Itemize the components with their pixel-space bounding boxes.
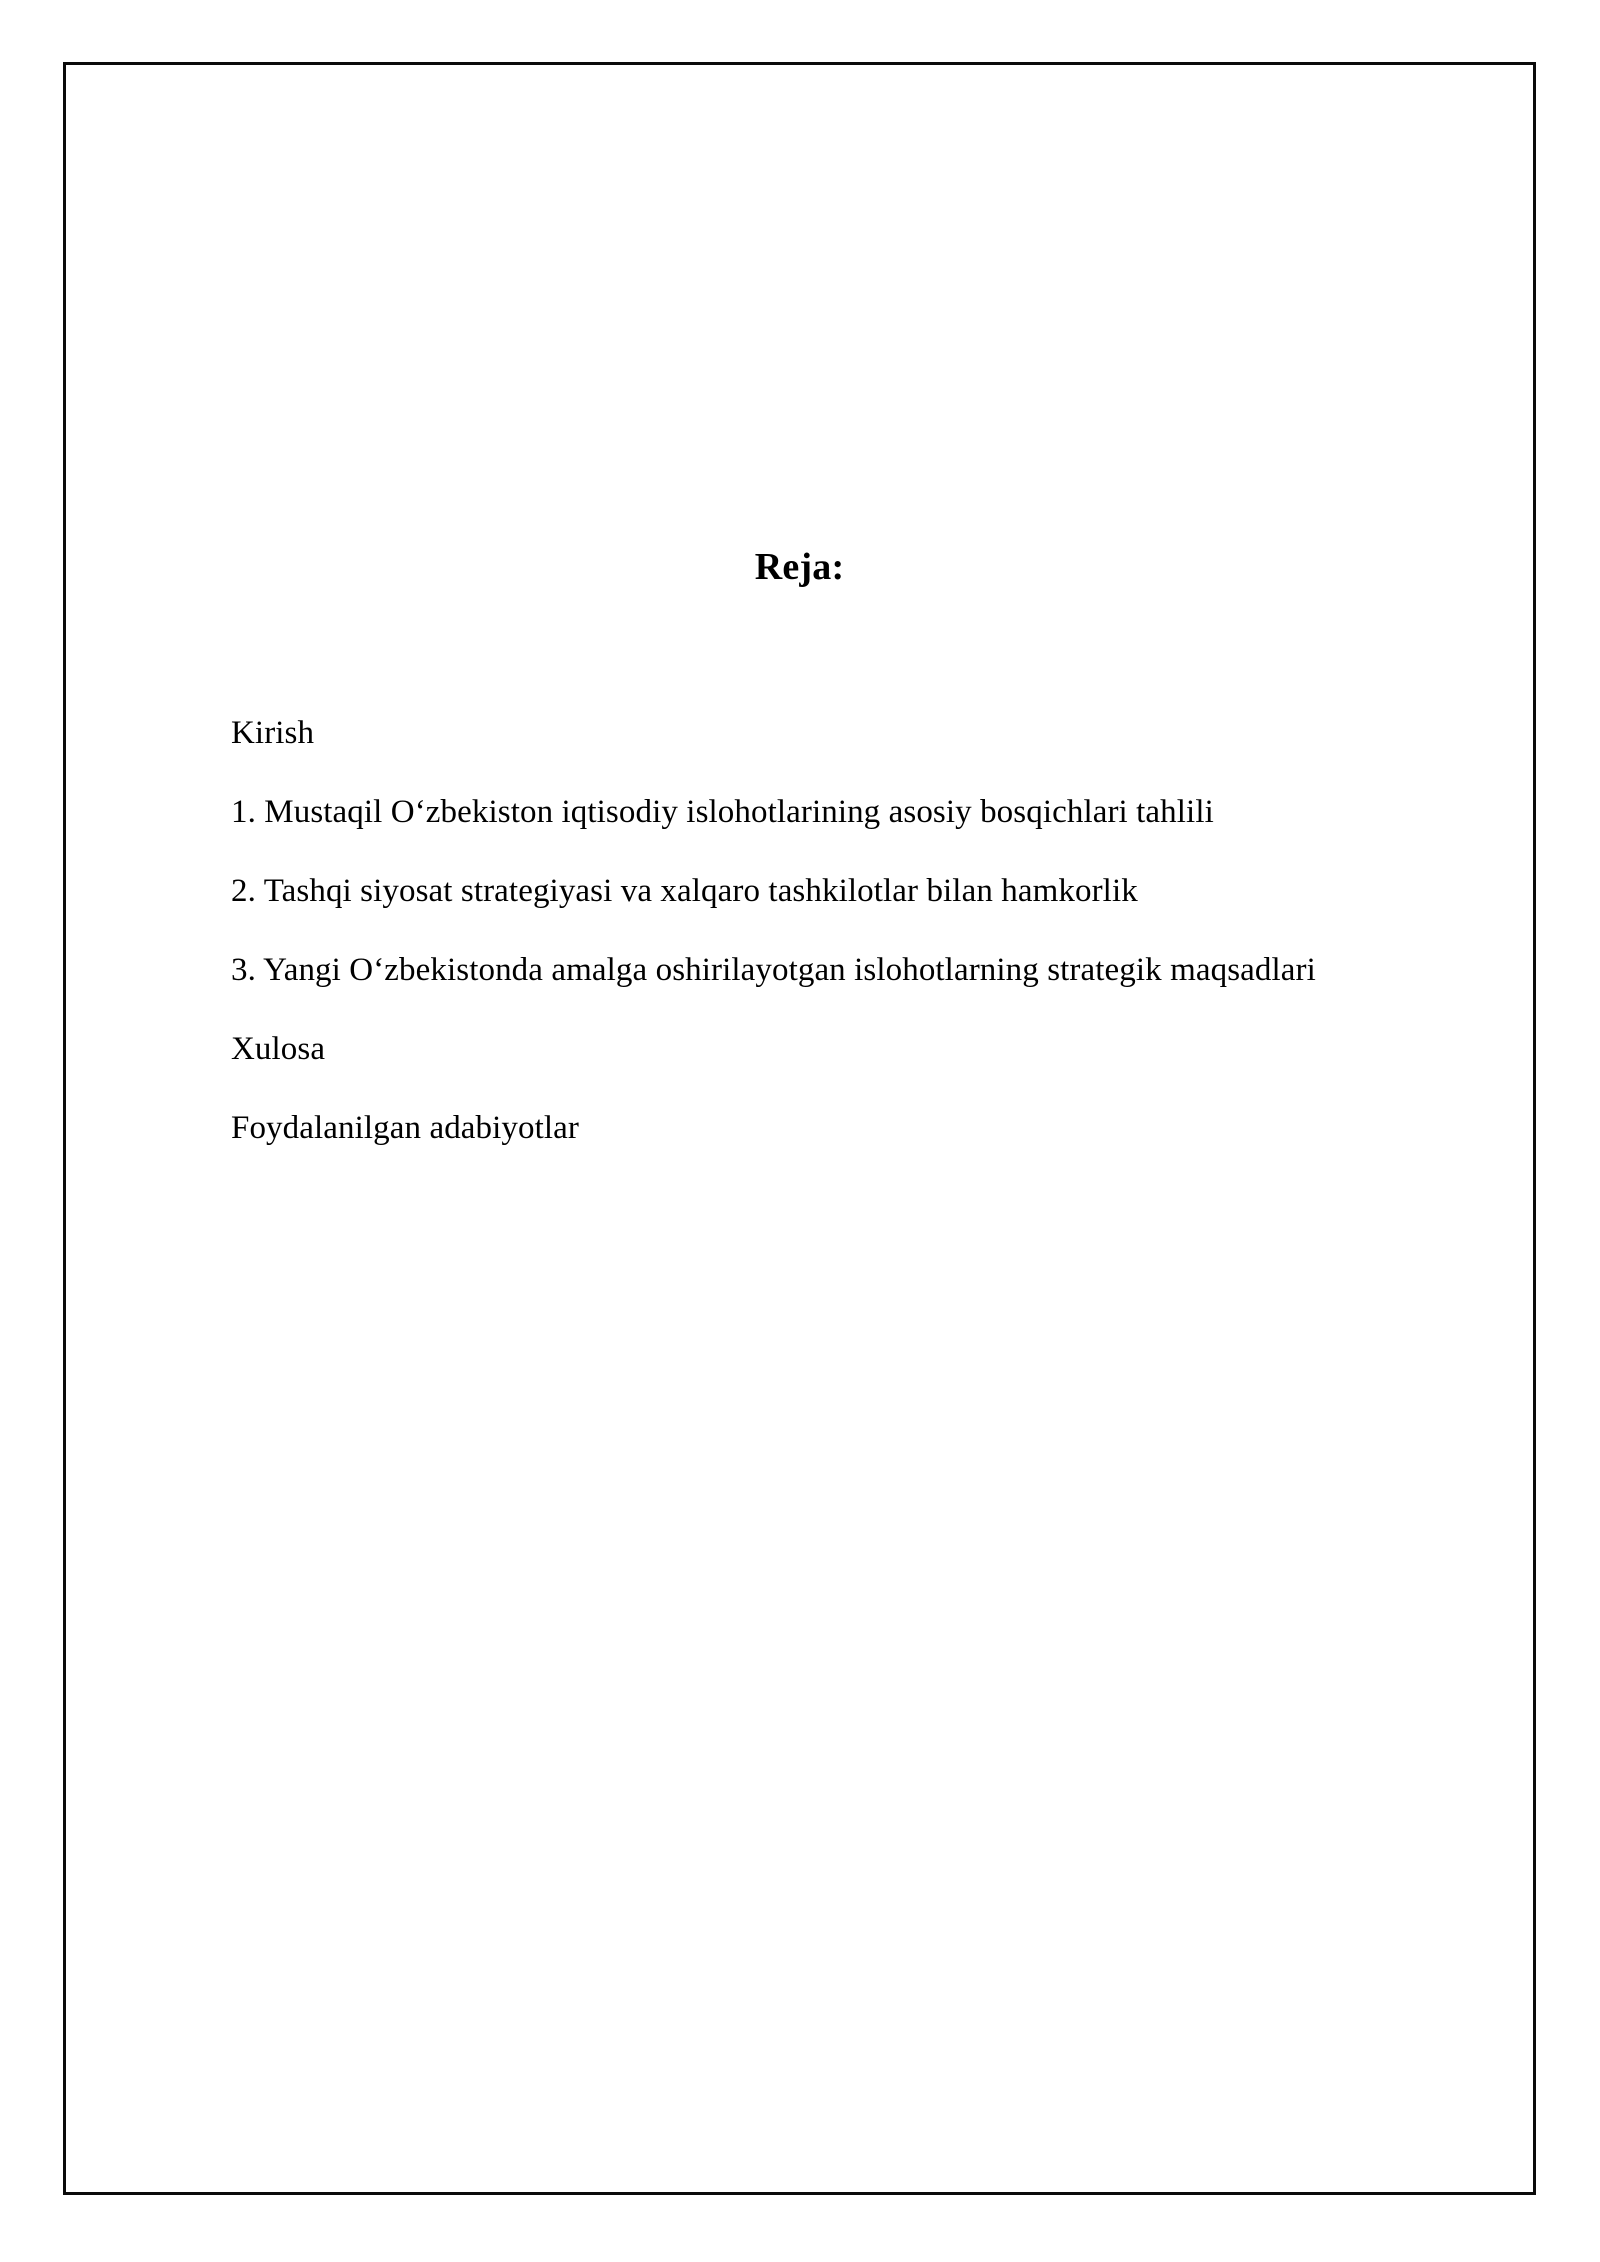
toc-entry-2: 2. Tashqi siyosat strategiyasi va xalqaro tashkilotlar bilan hamkorlik	[231, 873, 1138, 909]
page-content-area	[66, 65, 1533, 2192]
toc-entry-foydalanilgan-adabiyotlar: Foydalanilgan adabiyotlar	[231, 1110, 579, 1146]
page-border-frame	[63, 62, 1536, 2195]
toc-entry-xulosa: Xulosa	[231, 1031, 326, 1067]
toc-entry-kirish: Kirish	[231, 715, 315, 751]
table-of-contents	[231, 717, 1471, 1145]
page-title: Reja:	[754, 546, 845, 588]
toc-entry-1: 1. Mustaqil O‘zbekiston iqtisodiy islohotlarining asosiy bosqichlari tahlili	[231, 794, 1214, 830]
toc-entry-3: 3. Yangi O‘zbekistonda amalga oshirilayotgan islohotlarning strategik maqsadlari	[231, 952, 1316, 988]
